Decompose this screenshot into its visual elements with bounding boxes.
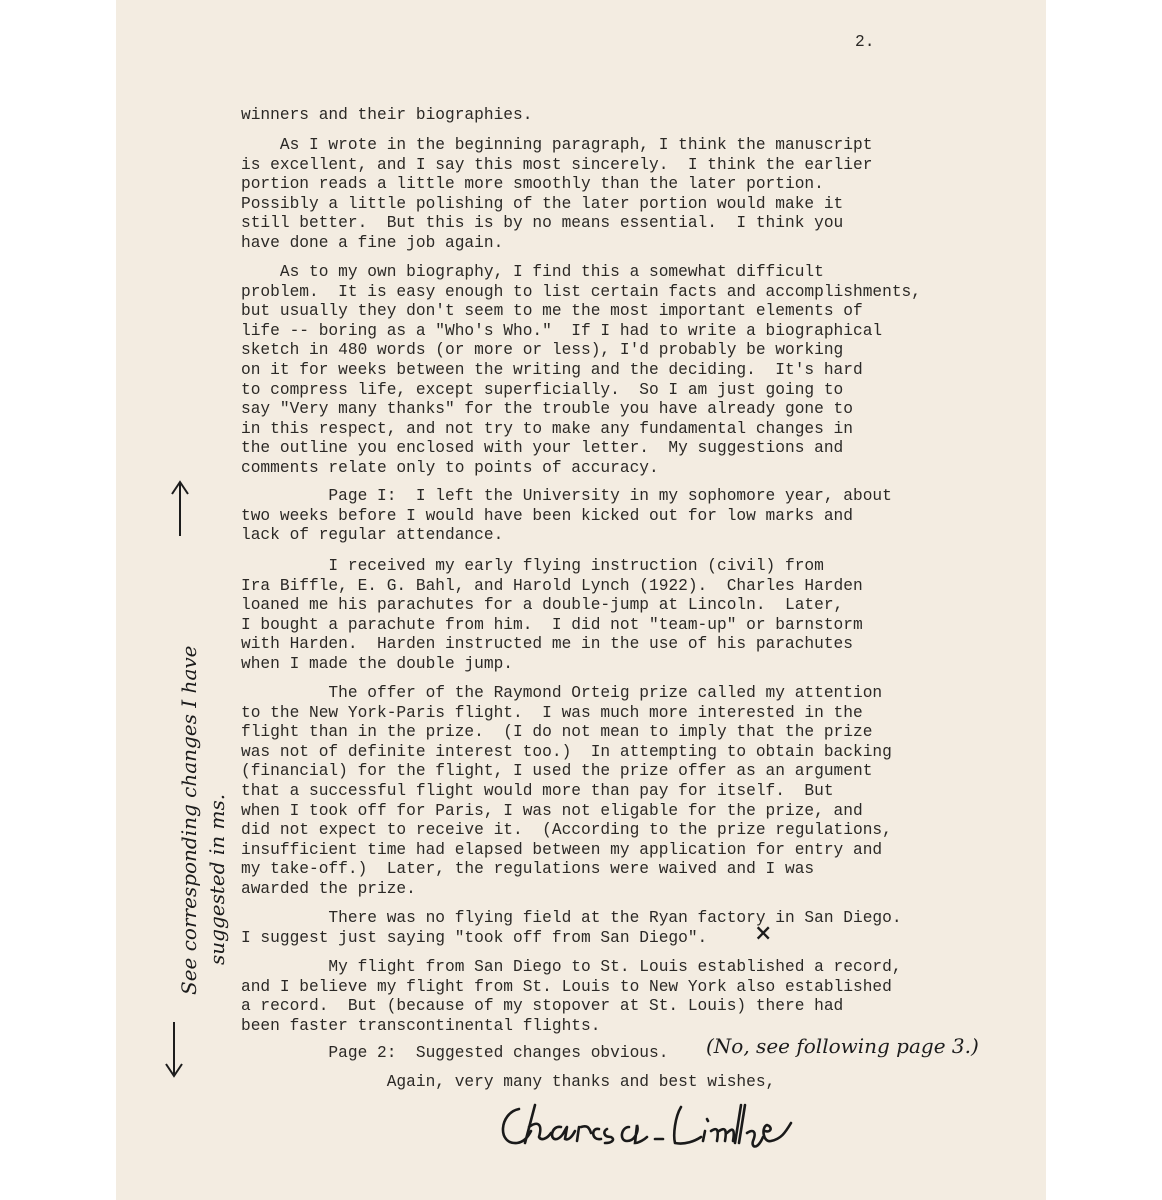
typed-line: There was no flying field at the Ryan factory in San Diego.	[241, 909, 902, 927]
typed-line: the outline you enclosed with your letter. My suggestions and	[241, 439, 844, 458]
typed-line: Again, very many thanks and best wishes,	[241, 1073, 776, 1091]
typed-line: have done a fine job again.	[241, 234, 504, 252]
typed-line: is excellent, and I say this most sincerely. I think the earlier	[241, 155, 873, 174]
handwritten-margin-note: (No, see following page 3.)	[706, 1034, 979, 1058]
down-arrow-icon	[162, 1020, 186, 1080]
side-note-line-1: See corresponding changes I have	[177, 645, 201, 995]
up-arrow-icon	[168, 478, 192, 538]
page-number: 2.	[855, 33, 875, 51]
typed-line: a record. But (because of my stopover at St. Louis) there had	[241, 997, 844, 1016]
typed-line: I bought a parachute from him. I did not "team-up" or barnstorm	[241, 615, 863, 634]
typed-line: on it for weeks between the writing and the deciding. It's hard	[241, 361, 863, 379]
handwritten-side-note	[175, 475, 231, 995]
typed-line: to compress life, except superficially. So I am just going to	[241, 380, 844, 399]
typed-line: flight than in the prize. (I do not mean to imply that the prize	[241, 723, 873, 742]
signature-image	[495, 1097, 805, 1157]
typed-line: in this respect, and not try to make any fundamental changes in	[241, 419, 853, 438]
typed-line: insufficient time had elapsed between my application for entry and	[241, 840, 883, 859]
typed-line: awarded the prize.	[241, 880, 416, 898]
typed-line: loaned me his parachutes for a double-jump at Lincoln. Later,	[241, 596, 844, 615]
typed-line: sketch in 480 words (or more or less), I'd probably be working	[241, 341, 844, 360]
typed-line: that a successful flight would more than pay for itself. But	[241, 782, 834, 800]
typed-line: I suggest just saying "took off from San Diego".	[241, 928, 708, 947]
typed-line: As to my own biography, I find this a somewhat difficult	[241, 263, 824, 281]
side-note-line-2: suggested in ms.	[205, 793, 229, 965]
typed-line: been faster transcontinental flights.	[241, 1016, 601, 1035]
typed-line: comments relate only to points of accuracy.	[241, 459, 659, 477]
typed-line: portion reads a little more smoothly than the later portion.	[241, 175, 824, 194]
typed-line: I received my early flying instruction (civil) from	[241, 557, 824, 575]
typed-line: The offer of the Raymond Orteig prize called my attention	[241, 684, 883, 702]
typed-line: to the New York-Paris flight. I was much more interested in the	[241, 703, 863, 722]
typed-line: lack of regular attendance.	[241, 526, 504, 545]
typed-line: Possibly a little polishing of the later portion would make it	[241, 194, 844, 213]
typed-line: when I took off for Paris, I was not eligable for the prize, and	[241, 801, 863, 820]
typed-line: life -- boring as a "Who's Who." If I had to write a biographical	[241, 321, 883, 340]
typed-line: but usually they don't seem to me the most important elements of	[241, 302, 863, 321]
typed-line: with Harden. Harden instructed me in the use of his parachutes	[241, 635, 853, 654]
typed-line: Page 2: Suggested changes obvious.	[241, 1044, 669, 1062]
typed-line: problem. It is easy enough to list certain facts and accomplishments,	[241, 282, 921, 301]
typed-line: My flight from San Diego to St. Louis established a record,	[241, 958, 902, 976]
typed-line: say "Very many thanks" for the trouble you have already gone to	[241, 400, 853, 419]
handwritten-x-mark: ×	[754, 920, 773, 946]
typed-line: still better. But this is by no means essential. I think you	[241, 214, 844, 233]
typed-line: Page I: I left the University in my sophomore year, about	[241, 487, 892, 505]
typed-line: did not expect to receive it. (According to the prize regulations,	[241, 821, 892, 840]
typed-line: my take-off.) Later, the regulations were waived and I was	[241, 860, 815, 879]
typed-line: when I made the double jump.	[241, 655, 513, 673]
typed-line: winners and their biographies.	[241, 106, 533, 124]
typed-line: and I believe my flight from St. Louis to New York also established	[241, 977, 892, 996]
typed-line: Ira Biffle, E. G. Bahl, and Harold Lynch (1922). Charles Harden	[241, 576, 863, 595]
typed-line: was not of definite interest too.) In attempting to obtain backing	[241, 742, 892, 761]
typed-line: (financial) for the flight, I used the prize offer as an argument	[241, 762, 873, 781]
typed-line: As I wrote in the beginning paragraph, I think the manuscript	[241, 136, 873, 154]
typed-line: two weeks before I would have been kicked out for low marks and	[241, 506, 853, 525]
